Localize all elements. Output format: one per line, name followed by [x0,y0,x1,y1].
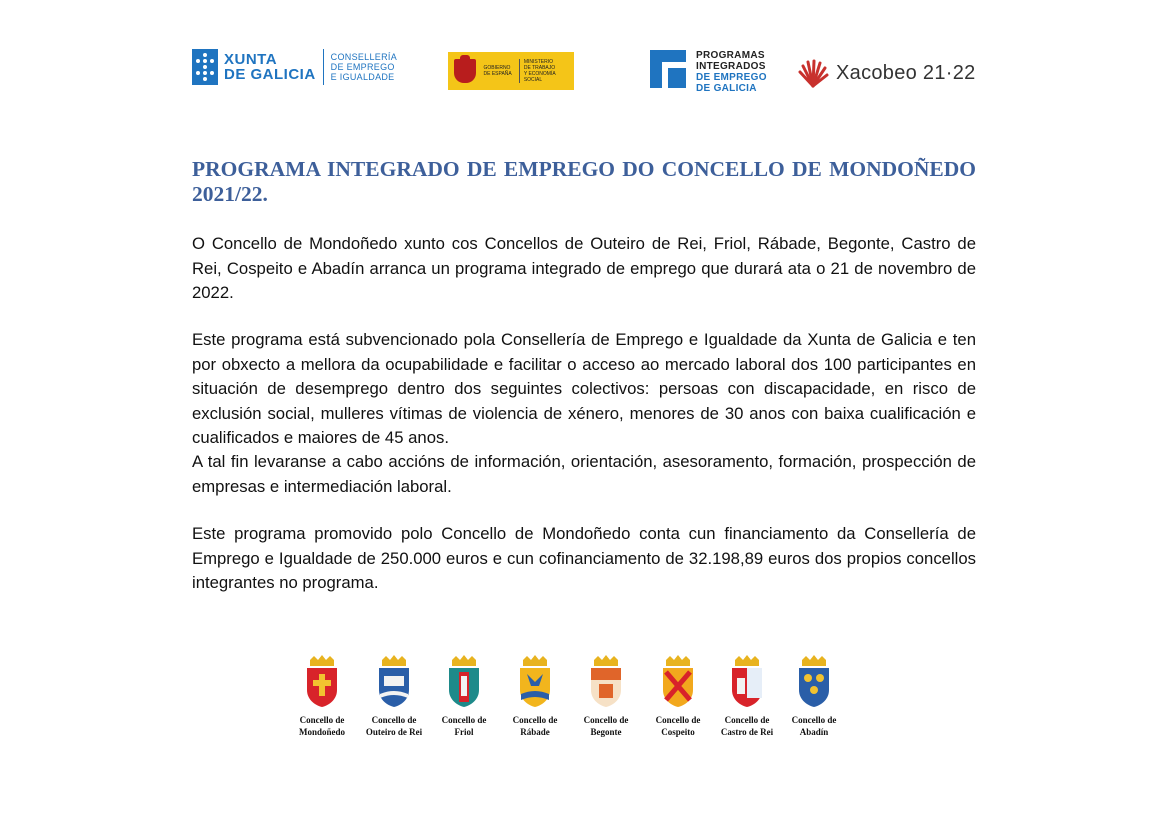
xunta-name-line2: DE GALICIA [224,66,316,83]
council-friol [424,654,504,738]
gobierno-text [484,65,513,77]
council-mondonedo [282,654,362,738]
council-caption-line1: Concello de [512,715,558,725]
programas-integrados-mark-icon [650,50,686,88]
paragraph-3: A tal fin levaranse a cabo accións de información, orientación, asesoramento, formación, prospección de empresas e intermediación laboral. [192,452,976,496]
gobierno-line1: GOBIERNO [483,65,511,71]
council-caption [424,714,504,738]
council-caption [282,714,362,738]
abadin-coat-of-arms-icon [796,654,832,708]
council-abadin [774,654,854,738]
xunta-cross-icon [192,49,218,85]
council-caption [495,714,575,738]
council-caption-line1: Concello de [299,715,345,725]
ministerio-line3: Y ECONOMÍA SOCIAL [523,71,556,83]
castro-de-rei-coat-of-arms-icon [729,654,765,708]
gobierno-line2: DE ESPAÑA [483,71,512,77]
ministerio-text [519,59,574,83]
scallop-shell-icon [796,56,830,90]
council-caption-line2: Begonte [590,727,622,737]
council-caption-line1: Concello de [655,715,701,725]
council-caption-line2: Mondoñedo [298,727,345,737]
council-begonte [566,654,646,738]
council-caption-line2: Rábade [520,727,550,737]
council-caption-line1: Concello de [583,715,629,725]
mondonedo-coat-of-arms-icon [304,654,340,708]
council-caption-line1: Concello de [791,715,837,725]
council-caption [638,714,718,738]
programas-integrados-logo [650,50,767,94]
council-outeiro-de-rei [354,654,434,738]
gobierno-de-espana-logo [448,52,574,90]
ministerio-line1: MINISTERIO [523,59,553,65]
council-caption-line2: Abadín [799,727,829,737]
spain-coat-of-arms-icon [454,59,476,83]
xunta-dept-line3: E IGUALDADE [330,72,395,82]
header-logos [0,44,1169,94]
xunta-dept-line1: CONSELLERÍA [330,52,397,62]
paragraph-4: Este programa promovido polo Concello de Mondoñedo conta cun financiamento da Consellería de Emprego e Igualdade de 250.000 euros e cun cofinanciamento de 32.198,89 euros dos propios concellos integrantes no programa. [192,524,976,593]
programas-line1: PROGRAMAS [696,50,765,61]
xunta-name [224,52,316,82]
xunta-department [331,52,397,82]
xunta-name-line1: XUNTA [224,51,278,68]
council-caption-line2: Cospeito [661,727,695,737]
outeiro-de-rei-coat-of-arms-icon [376,654,412,708]
council-rabade [495,654,575,738]
council-caption-line2: Friol [454,727,474,737]
begonte-coat-of-arms-icon [588,654,624,708]
cospeito-coat-of-arms-icon [660,654,696,708]
council-caption-line2: Castro de Rei [720,727,774,737]
council-cospeito [638,654,718,738]
document-title: PROGRAMA INTEGRADO DE EMPREGO DO CONCELLO DE MONDOÑEDO 2021/22. [192,157,976,206]
council-caption-line1: Concello de [371,715,417,725]
programas-integrados-text [696,50,767,94]
xunta-dept-line2: DE EMPREGO [330,62,395,72]
xunta-separator [323,49,324,85]
council-caption-line2: Outeiro de Rei [365,727,423,737]
friol-coat-of-arms-icon [446,654,482,708]
paragraph-2: Este programa está subvencionado pola Consellería de Emprego e Igualdade da Xunta de Galicia e ten por obxecto a mellora da ocupabilidade e facilitar o acceso ao mercado laboral dos 100 participantes en situación de desemprego dentro dos seguintes colectivos: persoas con discapacidade, en risco de exclusión social, mulleres vítimas de violencia de xénero, menores de 30 anos con baixa cualificación e cualificados e maiores de 45 anos. [192,330,976,448]
council-caption [566,714,646,738]
ministerio-line2: DE TRABAJO [523,65,556,71]
programas-line3: DE EMPREGO [696,72,767,83]
programas-line4: DE GALICIA [696,83,757,94]
councils-row [0,654,1169,754]
council-caption-line1: Concello de [441,715,487,725]
council-caption [774,714,854,738]
xacobeo-label: Xacobeo 21·22 [836,61,976,84]
paragraph-1: O Concello de Mondoñedo xunto cos Concellos de Outeiro de Rei, Friol, Rábade, Begonte, Castro de Rei, Cospeito e Abadín arranca un programa integrado de emprego que durará ata o 21 de novembro de 2022. [192,234,976,303]
programas-line2: INTEGRADOS [696,61,766,72]
xacobeo-logo [796,56,976,90]
council-caption [354,714,434,738]
rabade-coat-of-arms-icon [517,654,553,708]
xunta-de-galicia-logo [192,47,397,87]
council-caption-line1: Concello de [724,715,770,725]
